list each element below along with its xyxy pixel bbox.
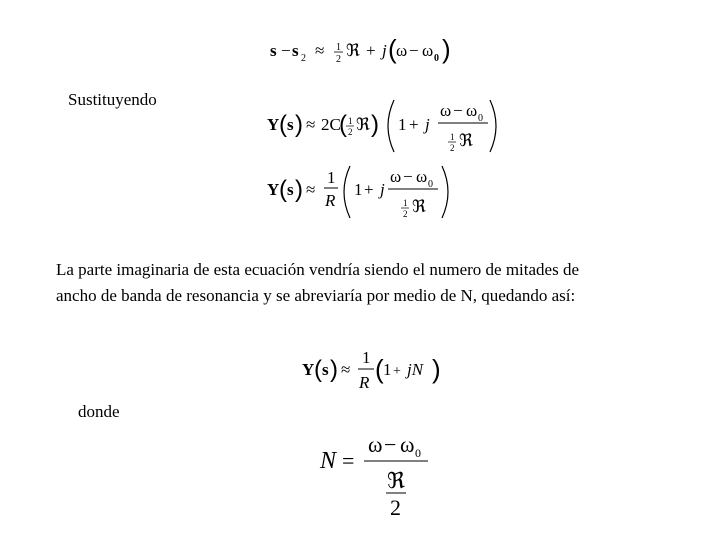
eq1-omega0: ω [422, 41, 434, 60]
equation-y-jn [296, 344, 456, 398]
eq1-s2-sub: 2 [301, 53, 306, 64]
eq1-j: j [382, 41, 387, 60]
eq3-num-sub0: 0 [428, 179, 433, 190]
eq2-den-half-den: 2 [450, 143, 455, 153]
eq4-approx: ≈ [341, 360, 351, 379]
eq1-rparen: ) [442, 34, 451, 64]
eq4-rparen: ) [432, 354, 441, 384]
eq2-half-den: 2 [348, 127, 353, 137]
eq1-sub0: 0 [434, 53, 439, 64]
eq3-rp: ) [295, 176, 303, 203]
eq2-half-num: 1 [348, 116, 353, 126]
eq3-plus: + [364, 180, 374, 199]
eq3-den-half-den: 2 [403, 209, 408, 219]
eq5-num-minus: − [384, 432, 397, 457]
eq3-big-lparen [344, 166, 350, 218]
eq3-approx: ≈ [306, 180, 316, 199]
eq3-j: j [380, 180, 385, 199]
eq1-half-num: 1 [336, 42, 341, 53]
eq4-lparen: ( [375, 354, 384, 384]
label-donde: donde [78, 402, 120, 421]
eq2-plus: + [409, 115, 419, 134]
eq2-num-sub0: 0 [478, 113, 483, 124]
paragraph-line-2: ancho de banda de resonancia y se abreviaría por medio de N, quedando así: [56, 286, 576, 305]
eq1-approx: ≈ [315, 41, 325, 60]
eq2-2c: 2C [321, 115, 341, 134]
eq4-rp: ) [330, 356, 338, 383]
eq5-num-sub0: 0 [415, 446, 421, 460]
eq3-frac-num: 1 [327, 168, 336, 187]
eq1-s: s [270, 41, 277, 60]
eq2-den-half-num: 1 [450, 132, 455, 142]
eq2-num-minus: − [453, 101, 463, 120]
eq2-paren-close: ) [371, 111, 379, 138]
eq3-big-rparen [442, 166, 448, 218]
eq2-den-R: ℜ [459, 131, 473, 150]
eq3-den-R: ℜ [412, 197, 426, 216]
eq5-num-omega: ω [368, 432, 383, 457]
eq3-num-omega: ω [390, 167, 402, 186]
eq2-one: 1 [398, 115, 407, 134]
eq3-lp: ( [279, 176, 287, 203]
eq4-one: 1 [383, 360, 392, 379]
equation-s-minus-s2 [262, 30, 472, 70]
eq1-R: ℜ [346, 41, 360, 60]
eq1-s2: s [292, 41, 299, 60]
eq3-den-half-num: 1 [403, 198, 408, 208]
eq5-den-two: 2 [390, 495, 401, 520]
eq5-num-omega0: ω [400, 432, 415, 457]
eq4-lp: ( [314, 356, 322, 383]
eq2-big-lparen [388, 100, 394, 152]
eq5-den-R: ℜ [387, 468, 405, 493]
eq2-num-omega: ω [440, 101, 452, 120]
eq1-omega: ω [396, 41, 408, 60]
paragraph-line-1: La parte imaginaria de esta ecuación vendría siendo el numero de mitades de [56, 260, 579, 279]
eq2-j: j [425, 115, 430, 134]
eq4-jN: jN [407, 360, 424, 379]
label-sustituyendo: Sustituyendo [68, 90, 157, 109]
eq2-Y: Y [267, 115, 280, 134]
eq3-Y: Y [267, 180, 280, 199]
eq3-num-omega0: ω [416, 167, 428, 186]
eq4-Y: Y [302, 360, 315, 379]
eq5-eq: = [342, 448, 355, 473]
equation-n-definition [312, 426, 442, 522]
eq1-minus: − [281, 41, 291, 60]
eq2-num-omega0: ω [466, 101, 478, 120]
eq2-big-rparen [490, 100, 496, 152]
eq2-approx: ≈ [306, 115, 316, 134]
eq4-frac-den: R [359, 373, 370, 392]
eq4-frac-num: 1 [362, 348, 371, 367]
eq1-plus: + [366, 41, 376, 60]
eq2-s: s [287, 115, 294, 134]
eq4-plus: + [393, 364, 401, 379]
eq2-paren-open: ( [339, 111, 347, 138]
eq4-s: s [322, 360, 329, 379]
eq3-one: 1 [354, 180, 363, 199]
eq2-rp: ) [295, 111, 303, 138]
eq2-R: ℜ [356, 115, 370, 134]
equation-y-2c [262, 94, 512, 158]
eq1-half-den: 2 [336, 54, 341, 65]
eq2-lp: ( [279, 111, 287, 138]
equation-y-1-over-r [262, 160, 472, 224]
eq3-frac-den: R [325, 191, 336, 210]
eq5-N: N [320, 448, 337, 474]
eq3-num-minus: − [403, 167, 413, 186]
eq3-s: s [287, 180, 294, 199]
eq1-minus2: − [409, 41, 419, 60]
eq1-lparen: ( [388, 34, 397, 64]
